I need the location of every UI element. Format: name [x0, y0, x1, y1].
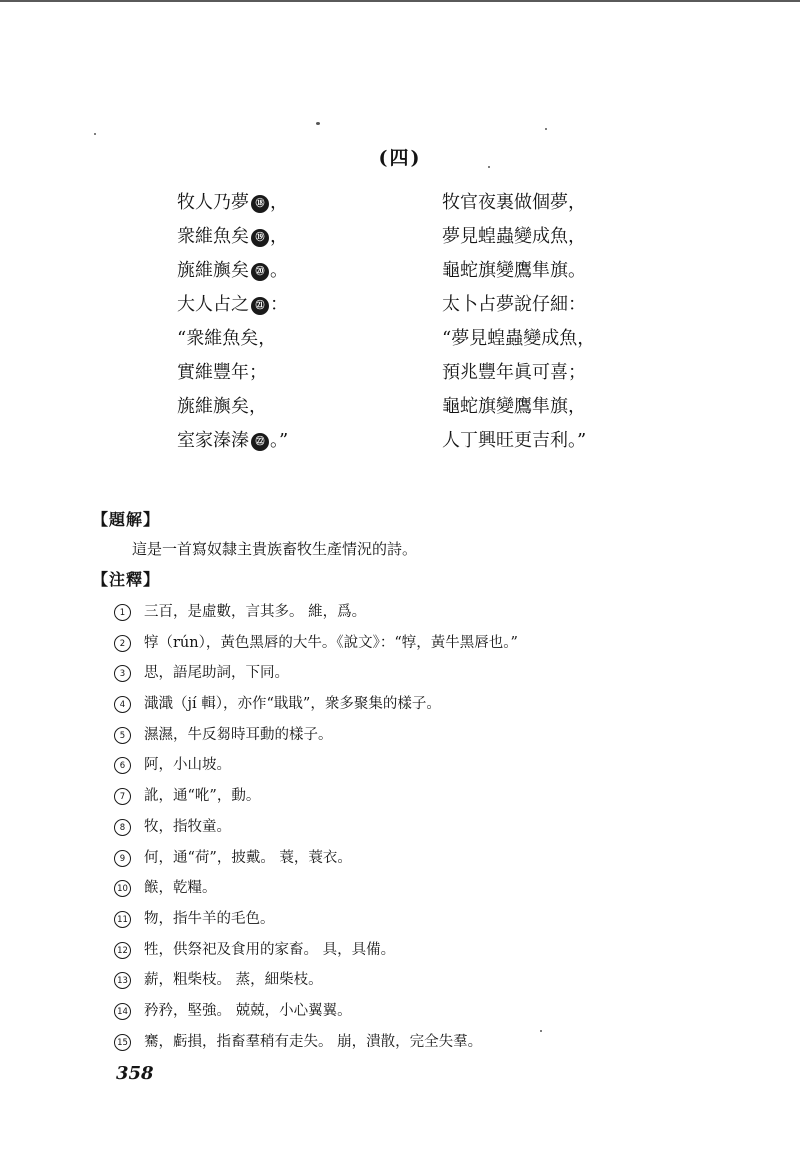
note-number: 13: [114, 972, 131, 989]
note-number: 10: [114, 880, 131, 897]
note-item: [114, 935, 518, 966]
top-border-line: [0, 0, 800, 2]
note-number: 3: [114, 665, 131, 682]
note-text: 牧，指牧童。: [144, 818, 231, 835]
translation-line: 預兆豐年眞可喜；: [442, 362, 586, 383]
print-speck: [540, 1030, 542, 1032]
note-number: 9: [114, 850, 131, 867]
print-speck: [94, 133, 96, 135]
note-number: 11: [114, 911, 131, 928]
print-speck: [488, 166, 490, 168]
note-item: [114, 720, 518, 751]
print-speck: [545, 128, 547, 130]
notes-list: [114, 597, 518, 1057]
note-item: [114, 658, 518, 689]
note-text: 三百，是虛數，言其多。 維，爲。: [144, 604, 367, 620]
note-text: 濈濈（jí 輯），亦作“戢戢”，衆多聚集的樣子。: [144, 696, 441, 713]
footnote-marker: ⑲: [251, 229, 269, 247]
page-number: 358: [116, 1063, 154, 1084]
note-text: 犉（rún），黃色黑唇的大牛。《說文》：“犉，黃牛黑唇也。”: [144, 634, 518, 651]
poem-translation-column: [442, 186, 595, 458]
translation-line: 龜蛇旗變鷹隼旗，: [442, 396, 586, 417]
translation-line: 人丁興旺更吉利。”: [442, 430, 587, 451]
zhushi-heading: 【注釋】: [92, 570, 161, 589]
note-item: [114, 781, 518, 812]
note-text: 薪，粗柴枝。 蒸，細柴枝。: [144, 972, 323, 989]
translation-line: 夢見蝗蟲變成魚，: [442, 226, 586, 247]
poem-line: 大人占之 ㉑ ：: [177, 294, 288, 315]
translation-line: “夢見蝗蟲變成魚，: [442, 328, 596, 349]
section-title: (四): [378, 147, 422, 169]
note-text: 騫，虧損，指畜羣稍有走失。 崩，潰散，完全失羣。: [144, 1033, 483, 1050]
footnote-marker: ㉒: [251, 433, 269, 451]
poem-line: 牧人乃夢 ⑱ ，: [177, 192, 288, 213]
poem-line: 旐維旟矣，: [177, 396, 267, 417]
note-text: 思，語尾助詞，下同。: [144, 665, 289, 682]
note-text: 何，通“荷”，披戴。 蓑，蓑衣。: [144, 849, 352, 866]
note-item: [114, 996, 518, 1027]
poem-line: 衆維魚矣 ⑲ ，: [177, 226, 288, 247]
note-number: 12: [114, 942, 131, 959]
note-number: 7: [114, 788, 131, 805]
note-item: [114, 843, 518, 874]
note-number: 14: [114, 1003, 131, 1020]
poem-original-column: [177, 186, 288, 458]
note-text: 餱，乾糧。: [144, 880, 217, 897]
note-item: [114, 873, 518, 904]
note-number: 4: [114, 696, 131, 713]
note-number: 8: [114, 819, 131, 836]
note-item: [114, 904, 518, 935]
poem-line: 實維豐年；: [177, 362, 267, 383]
note-item: [114, 812, 518, 843]
note-text: 牲，供祭祀及食用的家畜。 具，具備。: [144, 941, 396, 958]
note-number: 6: [114, 757, 131, 774]
note-item: [114, 1027, 518, 1058]
footnote-marker: ⑳: [251, 263, 269, 281]
note-text: 訛，通“吪”，動。: [144, 788, 261, 805]
note-text: 阿，小山坡。: [144, 757, 231, 774]
tijie-text: 這是一首寫奴隸主貴族畜牧生產情況的詩。: [132, 540, 418, 558]
footnote-marker: ㉑: [251, 297, 269, 315]
note-item: [114, 628, 518, 659]
note-text: 矜矜，堅強。 兢兢，小心翼翼。: [144, 1002, 352, 1019]
note-item: [114, 597, 518, 628]
footnote-marker: ⑱: [251, 195, 269, 213]
tijie-heading: 【題解】: [92, 510, 161, 529]
poem-line: 室家溱溱 ㉒ 。”: [177, 430, 289, 451]
note-item: [114, 965, 518, 996]
poem-line: “衆維魚矣，: [177, 328, 277, 349]
note-number: 2: [114, 635, 131, 652]
note-number: 1: [114, 604, 131, 621]
poem-line: 旐維旟矣 ⑳ 。: [177, 260, 288, 281]
note-text: 物，指牛羊的毛色。: [144, 910, 275, 927]
note-number: 5: [114, 727, 131, 744]
translation-line: 太卜占夢說仔細：: [442, 294, 586, 315]
note-text: 濕濕，牛反芻時耳動的樣子。: [144, 726, 333, 743]
note-item: [114, 750, 518, 781]
print-speck: [316, 122, 320, 125]
note-number: 15: [114, 1034, 131, 1051]
note-item: [114, 689, 518, 720]
translation-line: 牧官夜裏做個夢，: [442, 192, 586, 213]
translation-line: 龜蛇旗變鷹隼旗。: [442, 260, 586, 281]
